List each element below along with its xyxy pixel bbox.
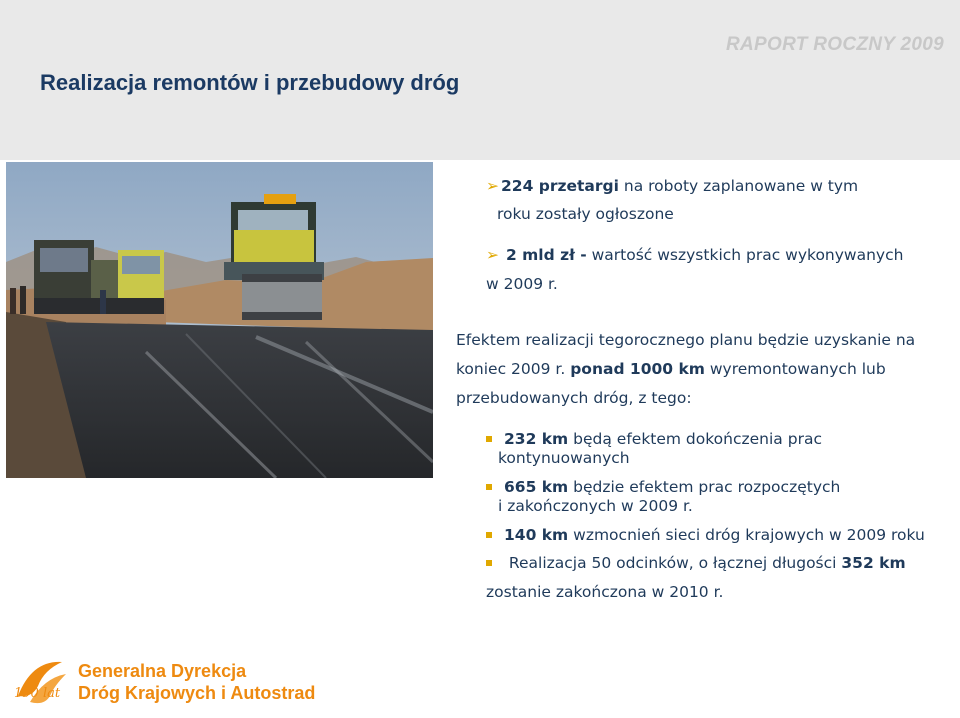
subitem-232-cont: kontynuowanych [498, 449, 630, 467]
bullet-value-cont: w 2009 r. [486, 275, 558, 293]
paragraph-line-1: Efektem realizacji tegorocznego planu będzie uzyskanie na [456, 331, 916, 349]
subitem-665: 665 km będzie efektem prac rozpoczętych [486, 478, 840, 496]
subitem-140: 140 km wzmocnień sieci dróg krajowych w 2009 roku [486, 526, 925, 544]
arrow-bullet-icon: ➢ [486, 177, 499, 195]
subitem-232: 232 km będą efektem dokończenia prac [486, 430, 822, 448]
square-bullet-icon [486, 436, 492, 442]
paragraph-line-2: koniec 2009 r. ponad 1000 km wyremontowanych lub [456, 360, 886, 378]
org-line-1: Generalna Dyrekcja [78, 661, 247, 681]
report-title: RAPORT ROCZNY 2009 [726, 34, 944, 55]
bullet-tenders: ➢ 224 przetargi na roboty zaplanowane w tym [486, 177, 859, 195]
square-bullet-icon [486, 484, 492, 490]
subitem-50: Realizacja 50 odcinków, o łącznej długości 352 km [486, 554, 906, 572]
square-bullet-icon [486, 532, 492, 538]
organization-name [78, 660, 315, 704]
page-title: Realizacja remontów i przebudowy dróg [40, 70, 460, 95]
logo-mark-text: 190 lat [14, 686, 61, 701]
bullet-value: ➢ 2 mld zł - wartość wszystkich prac wykonywanych [486, 246, 904, 264]
arrow-bullet-icon: ➢ [486, 246, 499, 264]
subitem-665-cont: i zakończonych w 2009 r. [498, 497, 693, 515]
gddkia-logo [10, 656, 70, 712]
bullet-tenders-cont: roku zostały ogłoszone [497, 205, 674, 223]
paragraph-line-3: przebudowanych dróg, z tego: [456, 389, 692, 407]
subitem-50-cont: zostanie zakończona w 2010 r. [486, 583, 724, 601]
org-line-2: Dróg Krajowych i Autostrad [78, 683, 316, 703]
square-bullet-icon [486, 560, 492, 566]
